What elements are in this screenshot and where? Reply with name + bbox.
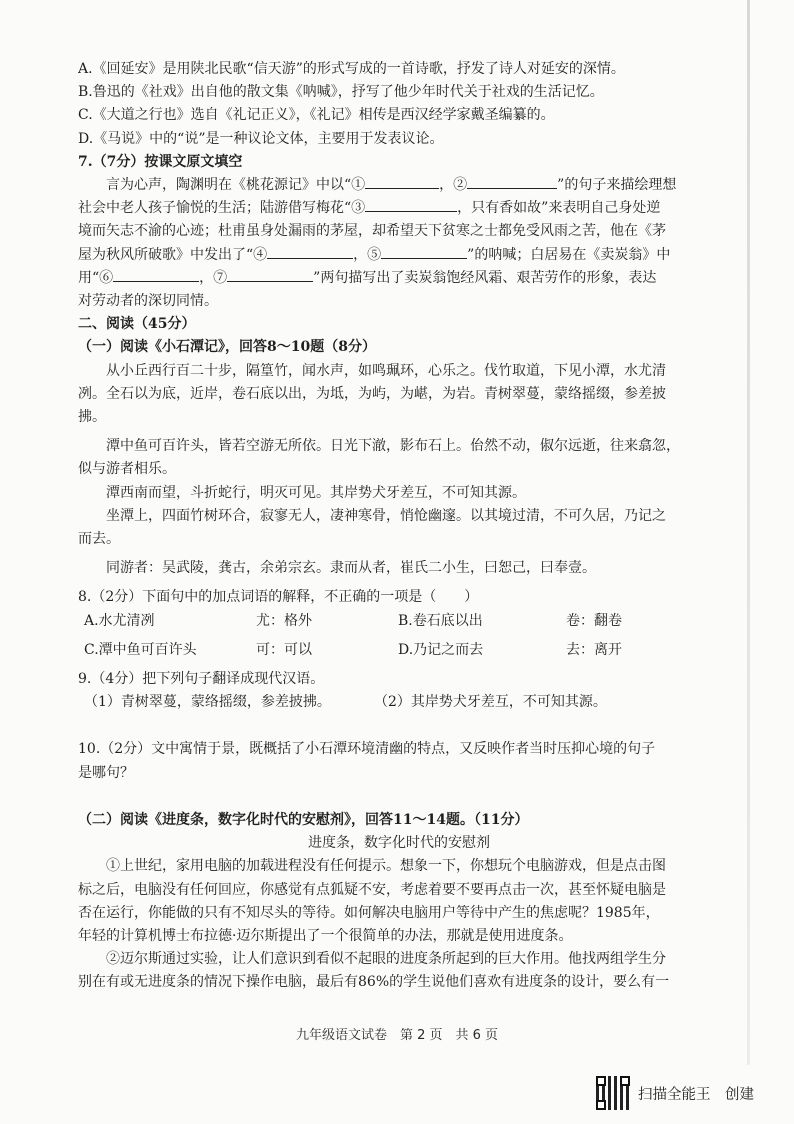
q8-option-a-gloss: 尤：格外 — [256, 612, 312, 629]
watermark-text: 扫描全能王 创建 — [638, 1086, 754, 1103]
question-7-line — [78, 267, 720, 290]
option-c: C.《大道之行也》选自《礼记正义》，《礼记》相传是西汉经学家戴圣编纂的。 — [78, 107, 555, 124]
question-8-options-row — [78, 610, 720, 633]
article-line: ②迈尔斯通过实验，让人们意识到看似不起眼的进度条所起到的巨大作用。他找两组学生分 — [106, 951, 666, 968]
question-9-sentences — [78, 691, 720, 714]
part-2-heading: （二）阅读《进度条，数字化时代的安慰剂》，回答11～14题。（11分） — [78, 811, 529, 828]
article-line: 别在有或无进度条的情况下操作电脑，最后有86%的学生说他们喜欢有进度条的设计，要么有一 — [78, 974, 670, 991]
section-2-heading: 二、阅读（45分） — [78, 316, 196, 333]
q7-text: ，⑦ — [199, 269, 228, 286]
passage-line: 潭西南而望，斗折蛇行，明灭可见。其岸势犬牙差互，不可知其源。 — [106, 484, 526, 501]
q8-option-c[interactable]: C.潭中鱼可百许头 — [84, 641, 197, 658]
article-line: ①上世纪，家用电脑的加载进程没有任何提示。想象一下，你想玩个电脑游戏，但是点击图 — [106, 858, 666, 875]
question-8-options-row — [78, 639, 720, 662]
q9-sentence-2: （2）其岸势犬牙差互，不可知其源。 — [374, 694, 607, 711]
part-1-heading: （一）阅读《小石潭记》，回答8～10题（8分） — [78, 339, 376, 356]
q8-option-c-gloss: 可：可以 — [256, 641, 312, 658]
passage-line: 潭中鱼可百许头，皆若空游无所依。日光下澈，影布石上。佁然不动，俶尔远逝，往来翕忽， — [106, 438, 680, 455]
passage-line: 似与游者相乐。 — [78, 461, 176, 478]
option-b: B.鲁迅的《社戏》出自他的散文集《呐喊》，抒写了他少年时代关于社戏的生活记忆。 — [78, 84, 604, 101]
page-footer: 九年级语文试卷 第 2 页 共 6 页 — [295, 1028, 499, 1043]
option-a: A.《回延安》是用陕北民歌“信天游”的形式写成的一首诗歌，抒发了诗人对延安的深情。 — [78, 61, 625, 77]
q7-text: ”的句子来描绘理想 — [557, 177, 677, 194]
question-7-title: 7.（7分）按课文原文填空 — [78, 153, 243, 170]
option-d: D.《马说》中的“说”是一种议论文体，主要用于发表议论。 — [78, 130, 444, 147]
question-7-line — [78, 244, 720, 267]
q7-text: 用“⑥ — [78, 269, 114, 286]
question-7-line — [78, 174, 720, 197]
answer-blank-7[interactable] — [227, 267, 313, 282]
q8-option-b[interactable]: B.卷石底以出 — [398, 612, 483, 629]
q8-option-d-gloss: 去：离开 — [566, 641, 622, 658]
question-9-stem: 9.（4分）把下列句子翻译成现代汉语。 — [78, 671, 325, 688]
passage-line: 拂。 — [78, 409, 106, 426]
article-line: 年轻的计算机博士布拉德·迈尔斯提出了一个很简单的办法，那就是使用进度条。 — [78, 927, 573, 944]
q8-option-b-gloss: 卷：翻卷 — [566, 612, 622, 629]
page-content — [78, 58, 720, 995]
answer-blank-3[interactable] — [365, 197, 457, 212]
article-title: 进度条，数字化时代的安慰剂 — [308, 835, 490, 852]
answer-blank-4[interactable] — [267, 244, 353, 259]
article-line: 标之后，电脑没有任何回应，你感觉有点狐疑不安，考虑着要不要再点击一次，甚至怀疑电脑是 — [78, 881, 666, 898]
question-7-line — [78, 197, 720, 220]
answer-blank-6[interactable] — [113, 267, 199, 282]
q7-text: 屋为秋风所破歌》中发出了“④ — [78, 246, 268, 263]
answer-blank-5[interactable] — [381, 244, 467, 259]
q8-option-d[interactable]: D.乃记之而去 — [398, 641, 484, 658]
question-10-line: 10.（2分）文中寓情于景，既概括了小石潭环境清幽的特点，又反映作者当时压抑心境的句子 — [78, 741, 656, 758]
q7-text: 言为心声，陶渊明在《桃花源记》中以“① — [106, 177, 366, 194]
question-8-stem: 8.（2分）下面句中的加点词语的解释，不正确的一项是（ ） — [78, 589, 479, 606]
question-10-line: 是哪句？ — [78, 764, 134, 781]
question-7-line: 境而矢志不渝的心迹；杜甫虽身处漏雨的茅屋，却希望天下贫寒之士都免受风雨之苦，他在《茅 — [78, 223, 666, 240]
qr-code-icon — [596, 1076, 630, 1110]
scan-edge — [747, 0, 750, 1065]
q7-text: ，② — [439, 177, 468, 194]
answer-blank-2[interactable] — [467, 174, 557, 189]
answer-blank-1[interactable] — [365, 174, 439, 189]
q7-text: ，⑤ — [353, 246, 382, 263]
passage-line: 坐潭上，四面竹树环合，寂寥无人，凄神寒骨，悄怆幽邃。以其境过清，不可久居，乃记之 — [106, 507, 666, 524]
q7-text: ”的呐喊；白居易在《卖炭翁》中 — [467, 246, 671, 263]
passage-line: 冽。全石以为底，近岸，卷石底以出，为坻，为屿，为嵁，为岩。青树翠蔓，蒙络摇缀，参差披 — [78, 385, 666, 402]
q7-text: 社会中老人孩子愉悦的生活；陆游借写梅花“③ — [78, 200, 366, 217]
q7-text: ”两句描写出了卖炭翁饱经风霜、艰苦劳作的形象，表达 — [313, 269, 657, 286]
q9-sentence-1: （1）青树翠蔓，蒙络摇缀，参差披拂。 — [84, 694, 331, 711]
passage-line: 而去。 — [78, 531, 120, 548]
q8-option-a[interactable]: A.水尤清冽 — [84, 612, 155, 629]
passage-line: 从小丘西行百二十步，隔篁竹，闻水声，如鸣珮环，心乐之。伐竹取道，下见小潭，水尤清 — [106, 362, 666, 379]
q7-text: ，只有香如故”来表明自己身处逆 — [457, 200, 661, 217]
passage-line: 同游者：吴武陵，龚古，余弟宗玄。隶而从者，崔氏二小生，曰恕己，曰奉壹。 — [106, 560, 596, 577]
scanner-watermark — [596, 1075, 754, 1111]
article-line: 否在运行，你能做的只有不知尽头的等待。如何解决电脑用户等待中产生的焦虑呢？1985年， — [78, 904, 660, 921]
question-7-line: 对劳动者的深切同情。 — [78, 293, 218, 310]
